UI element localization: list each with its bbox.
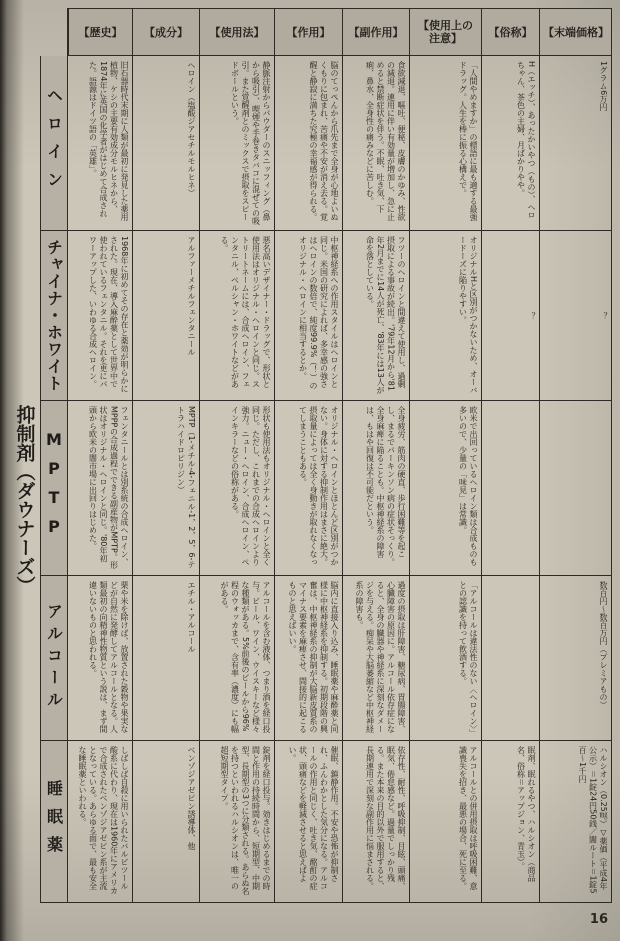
cell-alcohol-usage: アルコールを含む液体、つまり酒を経口投与。ビール、ワイン、ウイスキーなど様々な種類がある。5%前後のビールから96%程のウォッカまで、含有率（濃度）にも幅がある。	[200, 576, 275, 741]
cell-alcohol-component: エチル・アルコール	[133, 576, 200, 741]
cell-mptp-component: MPTP（1-メチル-4-フェニル-1，2，5，6-テトラハイドロピリジン）	[133, 401, 200, 576]
cell-sleeping-pills-history: しばしば自殺に用いられたバルビツール酸系に代わり、現在は1960年にアメリカで合成されたベンゾジアゼピン系が主流となっている。あらゆる面で、最も安全な睡眠薬といわれる。	[68, 741, 133, 903]
cell-heroin-slang: H（エッチ）、あったかいやつ（もの）、ヘロちゃん、茶色の主婦、月ばかりやや。	[482, 56, 540, 231]
header-street-price: 【末端価格】	[540, 8, 612, 56]
row-label-china-white: チャイナ・ホワイト	[40, 231, 68, 401]
drug-table	[10, 8, 612, 903]
cell-mptp-street-price	[540, 401, 612, 576]
header-history: 【歴史】	[68, 8, 133, 56]
cell-china-white-usage: 悪名高いデザイナー・ドラッグで、形状と使用法はオリジナル・ヘロインと同じ。ストリートネームには、合成ヘロイン、フェンタニル、ペルシャン・ホワイトなどがある。	[200, 231, 275, 401]
cell-sleeping-pills-caution: アルコールとの併用摂取は呼吸困難、意識喪失を招き、最悪の場合、死に至る。	[410, 741, 482, 903]
cell-sleeping-pills-slang: 眠剤、眠れるやつ、ハルシオン（商品名、俗称＝アップジョン、青玉）。	[482, 741, 540, 903]
cell-alcohol-street-price: 数百円～数百万円（プレミアもの）	[540, 576, 612, 741]
cell-china-white-effect: 中枢神経系への作用スタイルはヘロインと同じ。米国の研究によれば、多幸感の強さはヘロインの数倍で、純度99.9%（！）のオリジナル・ヘロインに相当するとか。	[275, 231, 343, 401]
page-number: 16	[589, 912, 608, 927]
header-usage: 【使用法】	[200, 8, 275, 56]
cell-china-white-slang: ？	[482, 231, 540, 401]
cell-sleeping-pills-component: ベンゾジアゼピン誘導体、他	[133, 741, 200, 903]
header-slang: 【俗称】	[482, 8, 540, 56]
row-label-mptp: MPTP	[40, 401, 68, 576]
cell-sleeping-pills-street-price: ハルシオン（0.25㎎）▽薬価（平成4年公示）＝1錠24円50銭／闇ルート＝1錠5百～1千円	[540, 741, 612, 903]
cell-china-white-side-effect: フツーのヘロインと間違えて使用し、過剰摂取による事故が続出。'79年12月から'81年2月までに14人が死亡、'83年には13人が命を落としている。	[343, 231, 410, 401]
table-corner	[10, 8, 68, 56]
cell-mptp-slang	[482, 401, 540, 576]
header-caution: 【使用上の注意】	[410, 8, 482, 56]
cell-heroin-caution: 「人間やめますか」の標語に最も適する最強ドラッグ。人生を棒に振る心構えで。	[410, 56, 482, 231]
cell-sleeping-pills-effect: 催眠、鎮静作用。不安や恐怖が抑制され、ふんわかとした気分になる。アルコールの作用と同じく、吐き気、酩酊の症状、頭痛などを軽減させると思えばよい。	[275, 741, 343, 903]
header-effect: 【作用】	[275, 8, 343, 56]
cell-heroin-usage: 静脈注射からパウダーのスニッフィング（鼻から吸引）、喫煙や手巻きタバコに混ぜての吸引。また覚醒剤とのミックスで摂取をスピードボールという。	[200, 56, 275, 231]
row-label-sleeping-pills: 睡眠薬	[40, 741, 68, 903]
cell-mptp-caution: 欧米で出回っているヘロイン類は合成ものも多いので、少量の「味見」は常識。	[410, 401, 482, 576]
cell-heroin-effect: 脳のてっぺんから爪先まで全身が心地よいぬくもりに包まれ、苦痛や不安が消え去る。覚醒と静寂に満ちた究極の幸福感が得られる。	[275, 56, 343, 231]
cell-china-white-component: アルファーメチルフェンタニール	[133, 231, 200, 401]
cell-heroin-history: 旧石器時代末期に人類が最初に発見した薬用植物、ケシの主要有効成分モルヒネから、1874年に英国の化学者がはじめて合成された。語源はドイツ語の「英雄」。	[68, 56, 133, 231]
cell-mptp-effect: オリジナル・ヘロインとほとんど区別がつかない。身体に対する抑制作用はまさに絶大。摂取量によっては全く身動きが取れなくなってしまうこともある。	[275, 401, 343, 576]
cell-sleeping-pills-side-effect: 依存性、耐性、呼吸抑制、目眩、頭痛、眠気、倦怠感など。過量でしっかり残る。また本来の目的以外で服用すると、長期連用で深刻な副作用に悩まされる。	[343, 741, 410, 903]
cell-alcohol-slang	[482, 576, 540, 741]
cell-alcohol-history: 栗や米を除けば、放置された穀物や果実などが自然に発酵してアルコールとなる。人類最初の向精神性物質という説は、まず間違いないものと思われる。	[68, 576, 133, 741]
cell-heroin-side-effect: 食欲減退、嘔吐、便秘、皮膚のかゆみ、性欲の減退。連用に伴い有効量が増加し、急に止めると禁断症状を伴う。不眠、吐き気、下痢、鼻水、全身性の痛みなどに苦しむ。	[343, 56, 410, 231]
group-label-depressants: 抑制剤（ダウナーズ）	[13, 404, 36, 595]
cell-heroin-street-price: 1グラム6万円	[540, 56, 612, 231]
header-component: 【成分】	[133, 8, 200, 56]
cell-alcohol-side-effect: 過度の摂取は肝障害、糖尿病、胃腸障害、心臓障害の原因に。アルコール依存症になると、全身の臓器や神経系に深刻なダメージを与える。痴呆や大脳萎縮など中枢神経系の障害も。	[343, 576, 410, 741]
cell-mptp-side-effect: 全身疲労、筋肉の硬直、歩行困難等を起こし、まるでパーキンソン病の症状そっくり。全身麻痺に陥ることも。中枢神経系の障害は、もはや回復は不可能だという。	[343, 401, 410, 576]
cell-alcohol-caution: 「アルコールは違法性のない〈ヘロイン〉」との認識を持って飲酒する。	[410, 576, 482, 741]
cell-sleeping-pills-usage: 錠剤を経口投与。効きはじめるまでの時間と作用の持続時間から、短期型、中期型、長期型の3つに分類される。あらぬ名を持つといわれるハルシオンは、唯一の超短期型タイプ。	[200, 741, 275, 903]
cell-alcohol-effect: 脳内に直接入り込み、睡眠薬や麻酔薬と同様に中枢神経系を抑制する。初期段階の興奮は、中枢神経系の抑制が大脳新皮質系のマイナス要素を麻痺させ、間接的に起こるものと思えばいい。	[275, 576, 343, 741]
cell-mptp-usage: 形状も使用法もオリジナル・ヘロインと全く同じ。ただし、これまでの合成ヘロインより強力。ニュー・ヘロイン、合成ヘロイン、ペインキラーなどの俗称がある。	[200, 401, 275, 576]
cell-mptp-history: フェンタニールとは別系統の合成ヘロイン、MPPPの合成過程でできる副産物がMPTP。形状はオリジナル・ヘロインと同じ。'80年初頭から欧米の闇市場に出回りはじめた。	[68, 401, 133, 576]
row-label-alcohol: アルコール	[40, 576, 68, 741]
cell-heroin-component: ヘロイン（塩酸ジアセチルモルヒネ）	[133, 56, 200, 231]
header-side-effect: 【副作用】	[343, 8, 410, 56]
row-label-heroin: ヘロイン	[40, 56, 68, 231]
cell-china-white-caution: オリジナルHと区別がつかないため、オーバードーズに陥りやすい。	[410, 231, 482, 401]
cell-china-white-history: 1968年に初めてその存在と薬効が明らかにされた。現在、導入麻酔薬として世界中で使われているフェンタニル。それを更にパワーアップした、いわゆる合成ヘロイン。	[68, 231, 133, 401]
cell-china-white-street-price: ？	[540, 231, 612, 401]
